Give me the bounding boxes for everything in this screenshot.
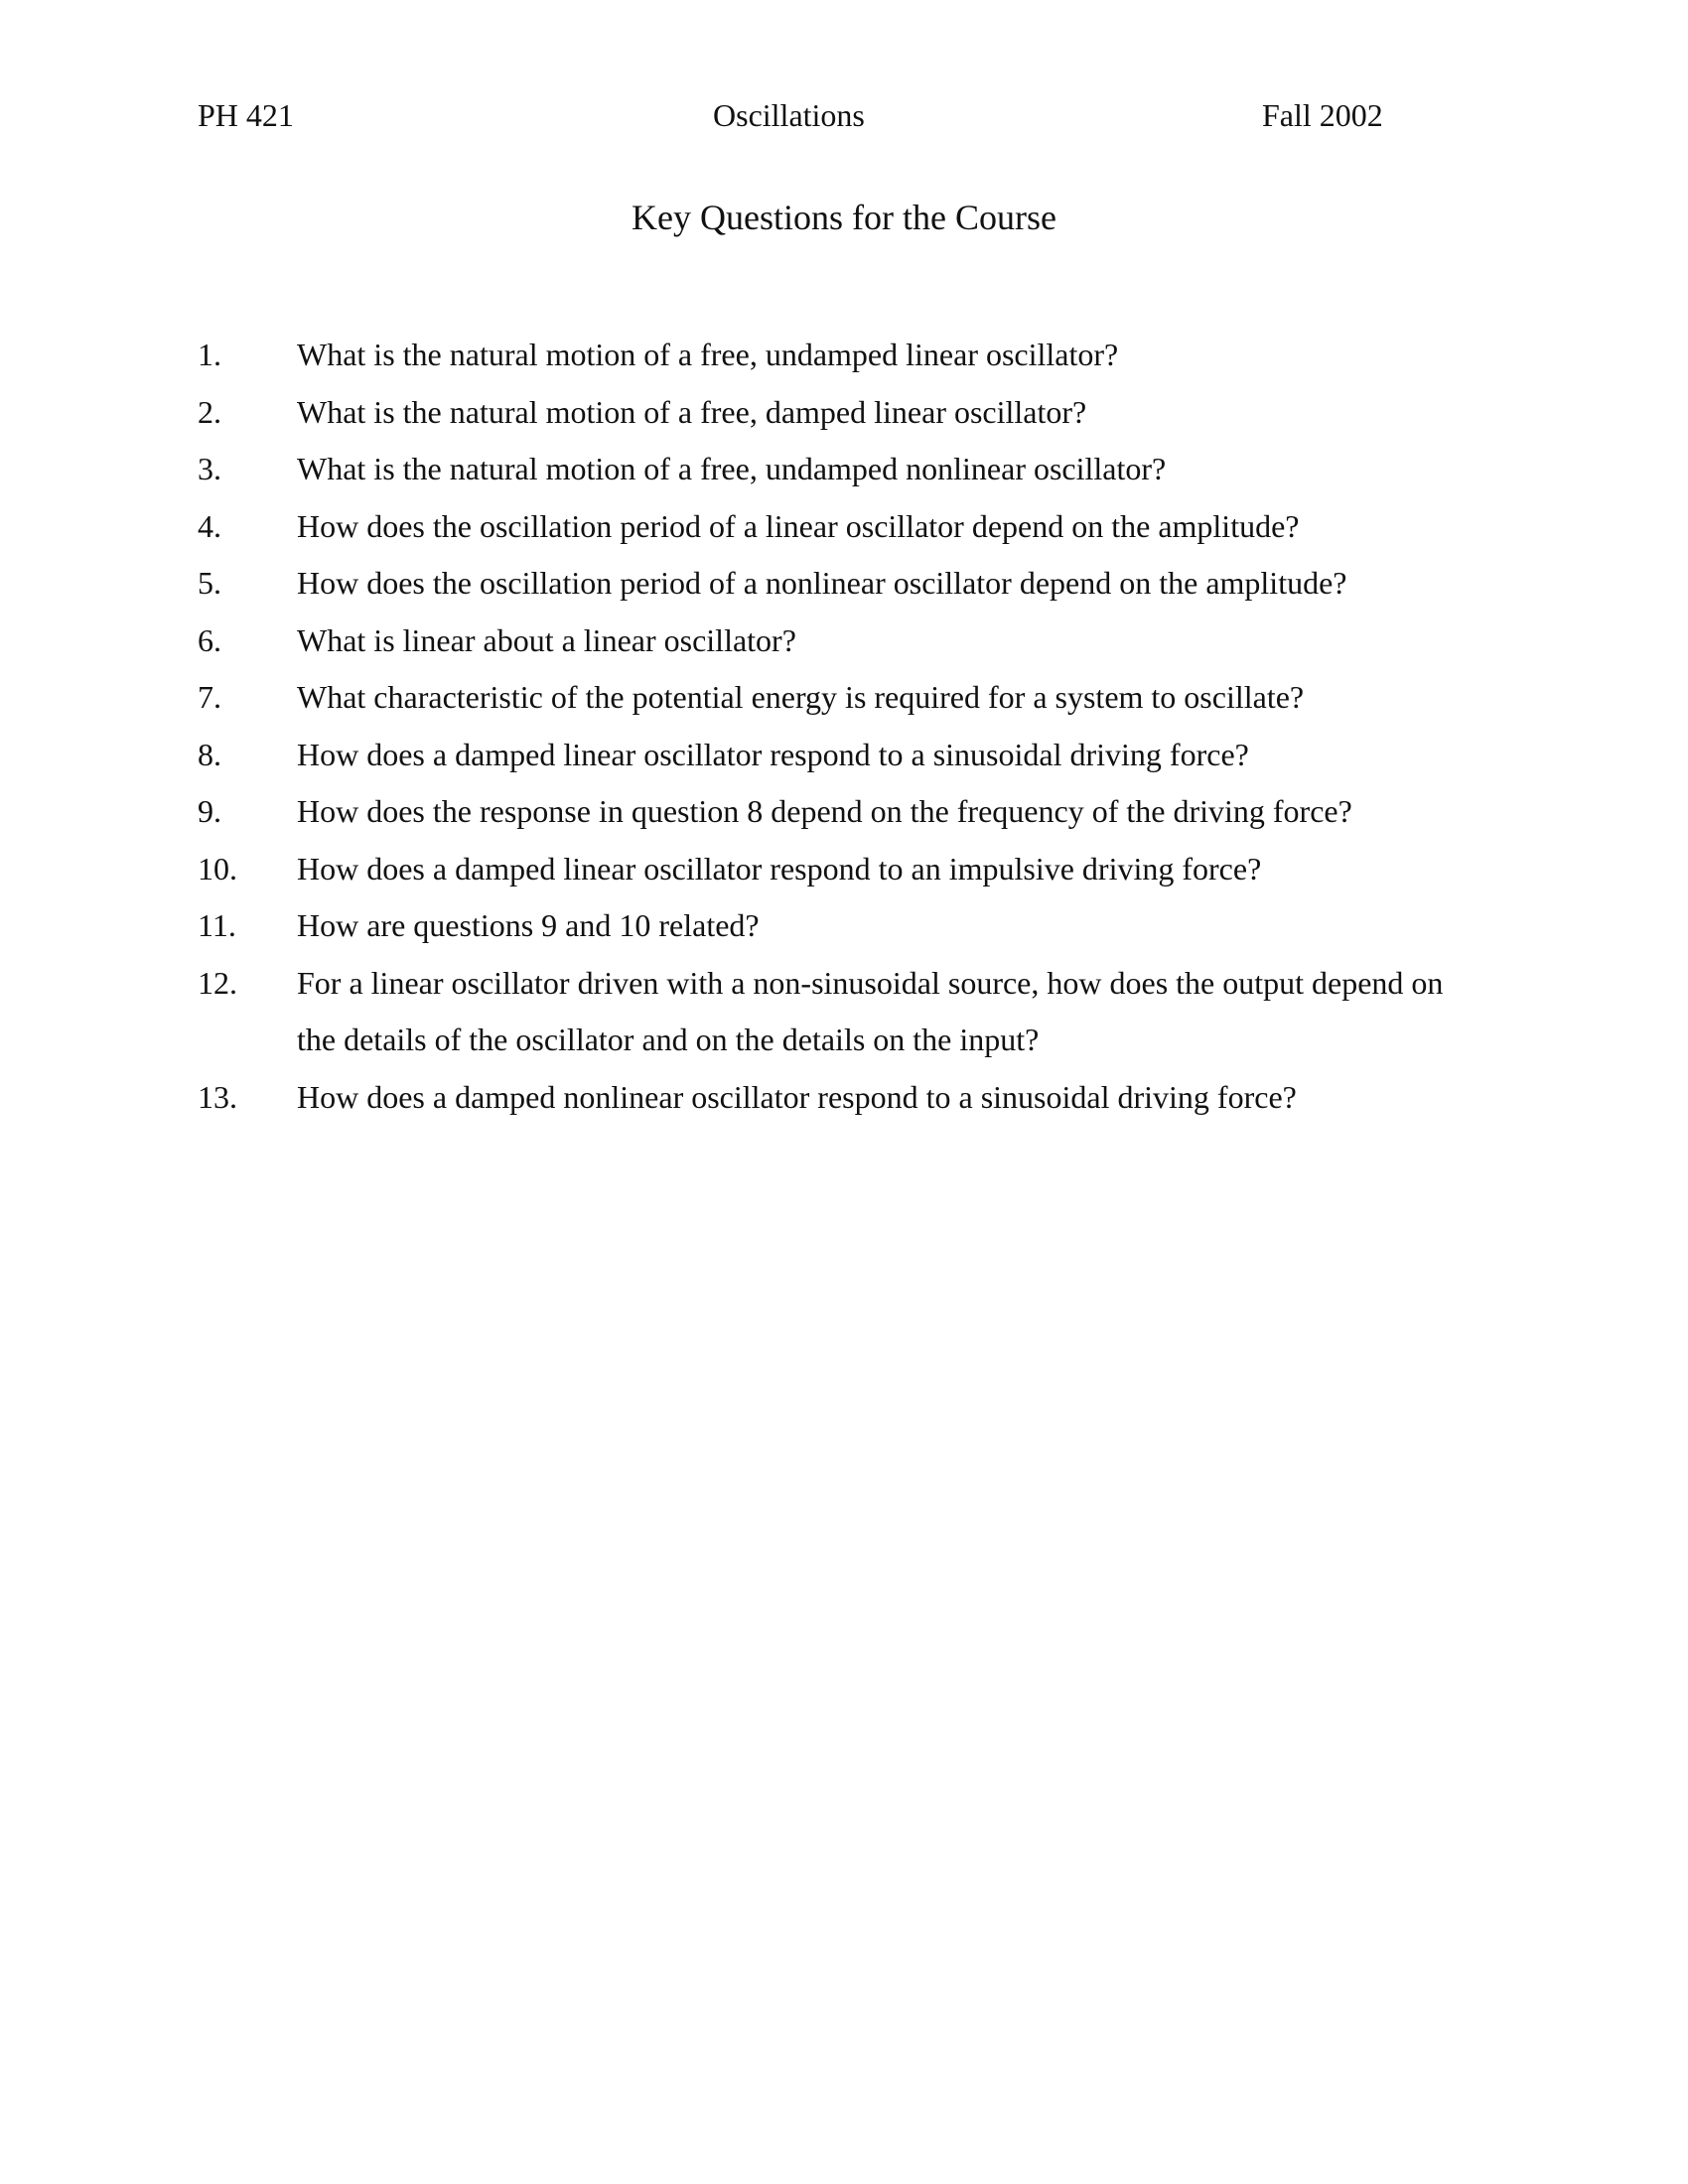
question-item [0, 498, 1688, 556]
document-title: Key Questions for the Course [632, 198, 1056, 237]
question-list [0, 327, 1688, 1126]
question-text: What is linear about a linear oscillator? [297, 621, 796, 658]
question-number: 11. [198, 907, 236, 943]
question-text: For a linear oscillator driven with a non-sinusoidal source, how does the output depend on the details of the oscillator and on the details on the input? [297, 964, 1444, 1057]
question-item [0, 783, 1688, 841]
question-number: 5. [198, 565, 221, 601]
question-item [0, 955, 1688, 1069]
question-text: What characteristic of the potential energy is required for a system to oscillate? [297, 679, 1305, 715]
question-text: What is the natural motion of a free, undamped linear oscillator? [297, 337, 1119, 372]
question-number: 9. [198, 793, 221, 829]
question-item [0, 897, 1688, 955]
question-item [0, 669, 1688, 727]
question-number: 1. [198, 337, 221, 372]
question-item [0, 441, 1688, 498]
question-item [0, 384, 1688, 442]
question-text: What is the natural motion of a free, damped linear oscillator? [297, 393, 1087, 430]
question-item [0, 613, 1688, 670]
question-number: 7. [198, 679, 221, 715]
question-text: How does the oscillation period of a linear oscillator depend on the amplitude? [297, 507, 1300, 544]
question-item [0, 727, 1688, 784]
question-text: What is the natural motion of a free, undamped nonlinear oscillator? [297, 451, 1167, 486]
question-item [0, 841, 1688, 898]
question-number: 12. [198, 964, 237, 1001]
question-number: 13. [198, 1078, 237, 1115]
question-item [0, 1069, 1688, 1127]
question-number: 2. [198, 393, 221, 430]
question-text: How are questions 9 and 10 related? [297, 907, 760, 943]
question-text: How does a damped linear oscillator respond to a sinusoidal driving force? [297, 736, 1249, 772]
question-item [0, 327, 1688, 384]
course-term: Fall 2002 [1262, 97, 1383, 133]
question-number: 4. [198, 507, 221, 544]
question-text: How does a damped linear oscillator respond to an impulsive driving force? [297, 850, 1262, 887]
page-header [0, 97, 1688, 141]
question-text: How does the oscillation period of a nonlinear oscillator depend on the amplitude? [297, 565, 1347, 601]
question-number: 6. [198, 621, 221, 658]
question-text: How does the response in question 8 depend on the frequency of the driving force? [297, 793, 1352, 829]
question-number: 10. [198, 850, 237, 887]
document-title-row [0, 197, 1688, 238]
question-number: 8. [198, 736, 221, 772]
course-code: PH 421 [198, 97, 294, 133]
question-number: 3. [198, 451, 221, 486]
question-item [0, 555, 1688, 613]
course-subject: Oscillations [713, 97, 865, 133]
question-text: How does a damped nonlinear oscillator respond to a sinusoidal driving force? [297, 1078, 1297, 1115]
